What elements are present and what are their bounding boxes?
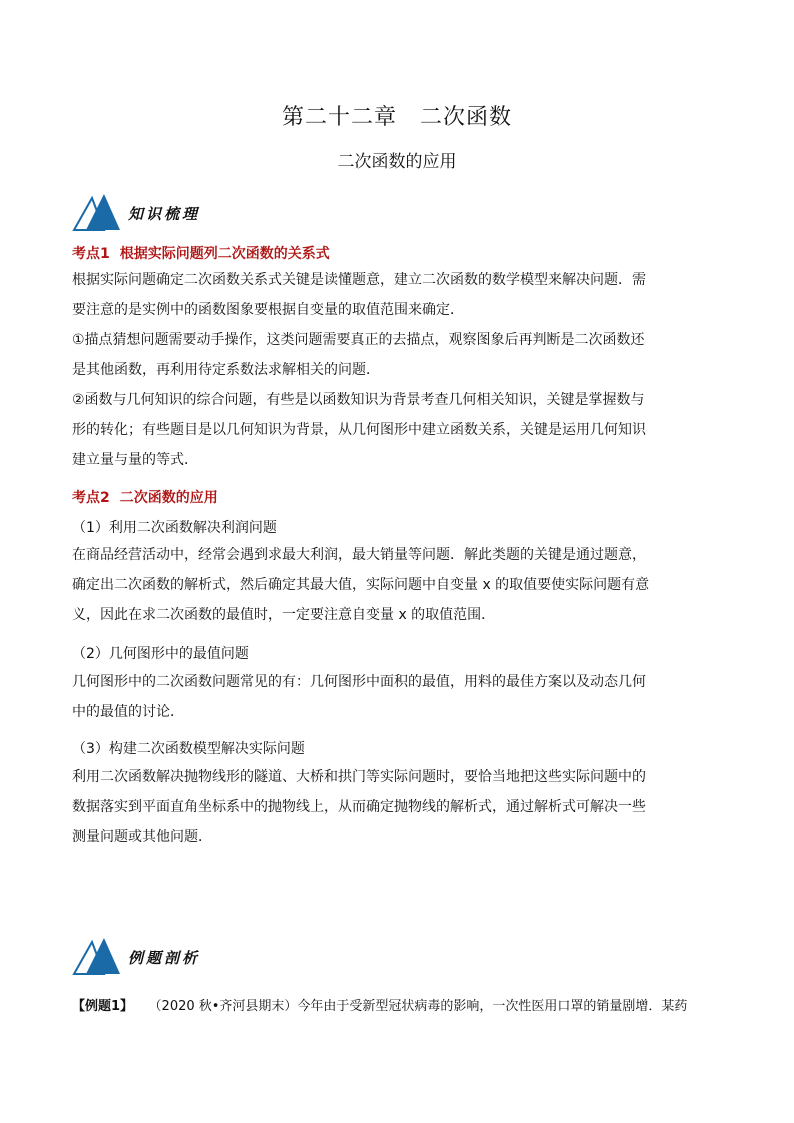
triangle-logo-icon: [72, 934, 122, 976]
kp2-subheading-2: （2）几何图形中的最值问题: [72, 646, 249, 662]
kp2-paragraph-3: [72, 762, 724, 852]
kp2-number: 考点2: [72, 490, 110, 506]
kp2-p1-line: 确定出二次函数的解析式，然后确定其最大值，实际问题中自变量 x 的取值要使实际问题有意: [72, 577, 650, 593]
kp2-p2-line: 中的最值的讨论．: [72, 704, 184, 720]
knowledge-section-label: 知识梳理: [128, 205, 201, 223]
kp2-p1-line: 义，因此在求二次函数的最值时，一定要注意自变量 x 的取值范围．: [72, 607, 496, 623]
kp1-line: 要注意的是实例中的函数图象要根据自变量的取值范围来确定．: [72, 302, 464, 318]
kp1-line: 建立量与量的等式．: [72, 452, 198, 468]
triangle-logo-icon: [72, 190, 122, 232]
kp1-line: 根据实际问题确定二次函数关系式关键是读懂题意，建立二次函数的数学模型来解决问题．需: [72, 272, 646, 288]
kp2-subheading-1: （1）利用二次函数解决利润问题: [72, 520, 277, 536]
kp1-line: ①描点猜想问题需要动手操作，这类问题需要真正的去描点，观察图象后再判断是二次函数还: [72, 332, 645, 348]
example-1-tag: 【例题1】: [72, 999, 134, 1014]
kp2-heading: [72, 487, 218, 507]
kp1-number: 考点1: [72, 246, 110, 262]
example-1: [72, 995, 732, 1014]
knowledge-section-header: [72, 188, 200, 232]
kp2-p2-line: 几何图形中的二次函数问题常见的有：几何图形中面积的最值，用料的最佳方案以及动态几何: [72, 674, 646, 690]
examples-section-header: [72, 932, 200, 976]
kp1-line: ②函数与几何知识的综合问题，有些是以函数知识为背景考查几何相关知识，关键是掌握数与: [72, 392, 645, 408]
kp2-p3-line: 测量问题或其他问题．: [72, 829, 212, 845]
kp2-subheading-3: （3）构建二次函数模型解决实际问题: [72, 741, 305, 757]
kp2-title: 二次函数的应用: [119, 490, 218, 506]
section-subtitle: 二次函数的应用: [337, 152, 457, 172]
kp2-p3-line: 数据落实到平面直角坐标系中的抛物线上，从而确定抛物线的解析式，通过解析式可解决一些: [72, 799, 646, 815]
chapter-title: 第二十二章 二次函数: [281, 105, 512, 130]
examples-section-label: 例题剖析: [128, 949, 201, 967]
kp1-title: 根据实际问题列二次函数的关系式: [119, 246, 330, 262]
kp1-heading: [72, 243, 330, 263]
kp2-paragraph-1: [72, 540, 724, 630]
kp2-p3-line: 利用二次函数解决抛物线形的隧道、大桥和拱门等实际问题时，要恰当地把这些实际问题中的: [72, 769, 646, 785]
kp2-paragraph-2: [72, 667, 724, 727]
kp1-body: [72, 265, 724, 475]
example-1-text: （2020 秋•齐河县期末）今年由于受新型冠状病毒的影响，一次性医用口罩的销量剧增．某药: [155, 999, 688, 1014]
kp2-p1-line: 在商品经营活动中，经常会遇到求最大利润，最大销量等问题．解此类题的关键是通过题意，: [72, 547, 646, 563]
kp1-line: 形的转化；有些题目是以几何知识为背景，从几何图形中建立函数关系，关键是运用几何知识: [72, 422, 646, 438]
kp1-line: 是其他函数，再利用待定系数法求解相关的问题．: [72, 362, 380, 378]
